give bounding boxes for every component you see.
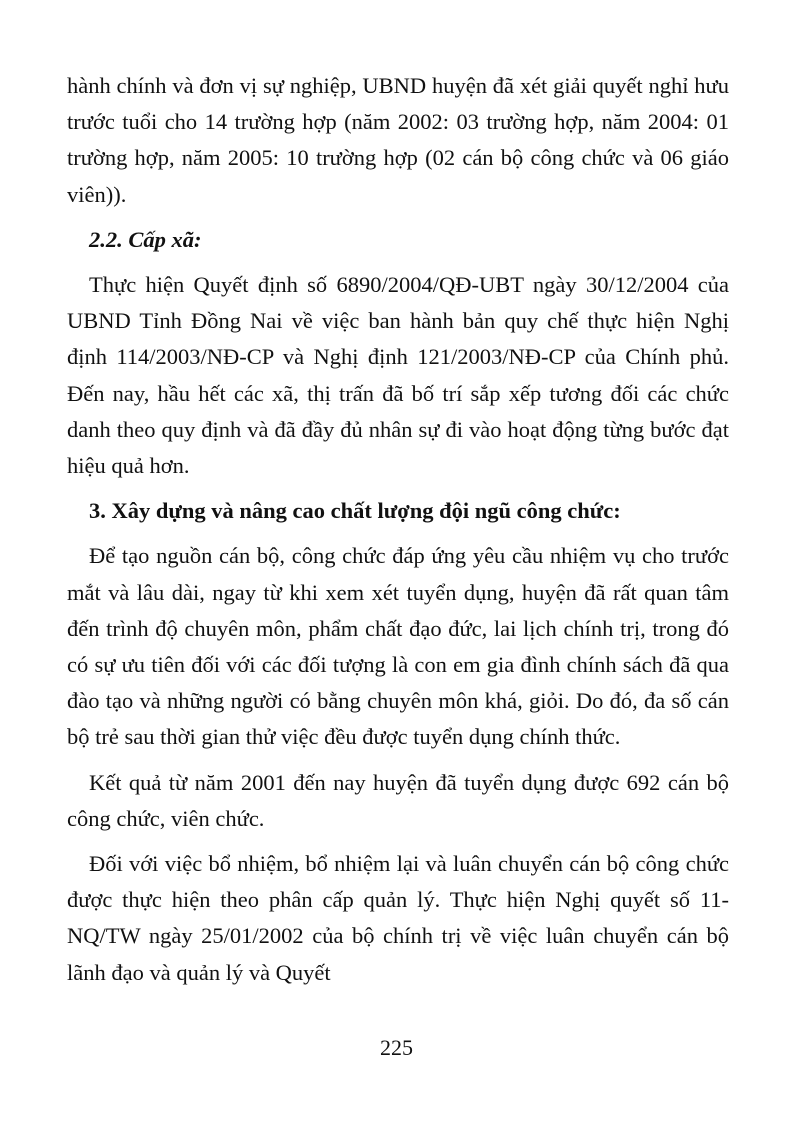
- paragraph-recruitment-result: Kết quả từ năm 2001 đến nay huyện đã tuyển dụng được 692 cán bộ công chức, viên chức.: [67, 769, 729, 831]
- paragraph-staff-source: Để tạo nguồn cán bộ, công chức đáp ứng yêu cầu nhiệm vụ cho trước mắt và lâu dài, ngay từ khi xem xét tuyển dụng, huyện đã rất quan tâm đến trình độ chuyên môn, phẩm chất đạo đức, lai lịch chính trị, trong đó có sự ưu tiên đối với các đối tượng là con em gia đình chính sách đã qua đào tạo và những người có bằng chuyên môn khá, giỏi. Do đó, đa số cán bộ trẻ sau thời gian thử việc đều được tuyển dụng chính thức.: [67, 543, 729, 750]
- paragraph-appointment: Đối với việc bổ nhiệm, bổ nhiệm lại và luân chuyển cán bộ công chức được thực hiện theo phân cấp quản lý. Thực hiện Nghị quyết số 11-NQ/TW ngày 25/01/2002 của bộ chính trị về việc luân chuyển cán bộ lãnh đạo và quản lý và Quyết: [67, 851, 729, 985]
- page-number: 225: [380, 1035, 413, 1060]
- page-body: [67, 68, 729, 991]
- paragraph-commune-level: Thực hiện Quyết định số 6890/2004/QĐ-UBT ngày 30/12/2004 của UBND Tỉnh Đồng Nai về việc ban hành bản quy chế thực hiện Nghị định 114/2003/NĐ-CP và Nghị định 121/2003/NĐ-CP của Chính phủ. Đến nay, hầu hết các xã, thị trấn đã bố trí sắp xếp tương đối các chức danh theo quy định và đã đầy đủ nhân sự đi vào hoạt động từng bước đạt hiệu quả hơn.: [67, 272, 729, 479]
- section-heading-2-2: 2.2. Cấp xã:: [89, 226, 202, 252]
- section-heading-3: 3. Xây dựng và nâng cao chất lượng đội ngũ công chức:: [89, 498, 621, 524]
- paragraph-retirement-cases: hành chính và đơn vị sự nghiệp, UBND huyện đã xét giải quyết nghỉ hưu trước tuổi cho 14 trường hợp (năm 2002: 03 trường hợp, năm 2004: 01 trường hợp, năm 2005: 10 trường hợp (02 cán bộ công chức và 06 giáo viên)).: [67, 73, 729, 207]
